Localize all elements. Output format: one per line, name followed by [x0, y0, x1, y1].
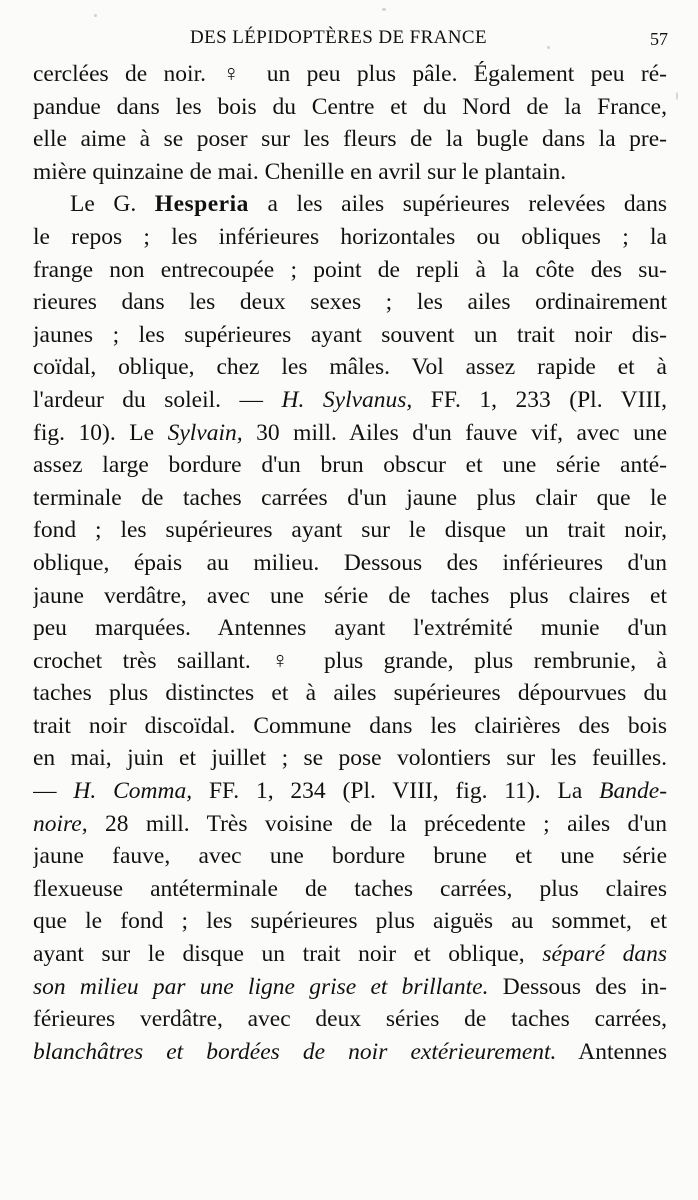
text-line: assez large bordure d'un brun obscur et une série anté-: [33, 452, 667, 479]
text-line: jaune verdâtre, avec une série de taches plus claires et: [33, 582, 667, 609]
text-line: mière quinzaine de mai. Chenille en avril sur le plantain.: [33, 158, 567, 185]
common-name: Sylvain,: [167, 419, 243, 446]
text-line: jaunes ; les supérieures ayant souvent un trait noir dis-: [33, 321, 667, 348]
text-line: rieures dans les deux sexes ; les ailes ordinairement: [33, 289, 667, 316]
text-line: pandue dans les bois du Centre et du Nord de la France,: [33, 93, 667, 120]
italic-phrase: son milieu par une ligne grise et brillante.: [33, 973, 489, 1000]
species-name: H. Comma,: [73, 778, 193, 805]
body-text: [33, 58, 667, 1068]
text-line: trait noir discoïdal. Commune dans les clairières des bois: [33, 712, 667, 739]
paper-speck: [547, 46, 550, 49]
text-line: terminale de taches carrées d'un jaune plus clair que le: [33, 484, 667, 511]
text-line: le repos ; les inférieures horizontales ou obliques ; la: [33, 223, 667, 250]
common-name: Bande-: [599, 778, 667, 805]
text-line: en mai, juin et juillet ; se pose volontiers sur les feuilles.: [33, 745, 667, 772]
paper-speck: [382, 8, 386, 11]
text-line: — H. Comma, FF. 1, 234 (Pl. VIII, fig. 11). La Bande-: [33, 778, 667, 805]
page-number: 57: [650, 29, 668, 49]
text-line: oblique, épais au milieu. Dessous des inférieures d'un: [33, 549, 667, 576]
text-line: son milieu par une ligne grise et brillante. Dessous des in-: [33, 973, 667, 1000]
species-name: H. Sylvanus,: [281, 386, 413, 413]
paper-speck: [94, 14, 97, 17]
text-line: coïdal, oblique, chez les mâles. Vol assez rapide et à: [33, 354, 667, 381]
text-line: ayant sur le disque un trait noir et oblique, séparé dans: [33, 941, 667, 968]
text-line: fond ; les supérieures ayant sur le disque un trait noir,: [33, 517, 667, 544]
running-head-title: DES LÉPIDOPTÈRES DE FRANCE: [190, 27, 488, 48]
text-line: peu marquées. Antennes ayant l'extrémité munie d'un: [33, 615, 667, 642]
genus-name: Hesperia: [154, 191, 249, 218]
text-line: blanchâtres et bordées de noir extérieurement. Antennes: [33, 1038, 667, 1065]
text-line: taches plus distinctes et à ailes supérieures dépourvues du: [33, 680, 667, 707]
text-line: crochet très saillant. ♀ plus grande, plus rembrunie, à: [33, 647, 667, 674]
italic-phrase: blanchâtres et bordées de noir extérieurement.: [33, 1038, 557, 1065]
common-name: noire,: [33, 810, 88, 837]
text-line: noire, 28 mill. Très voisine de la précedente ; ailes d'un: [33, 810, 667, 837]
text-line: elle aime à se poser sur les fleurs de la bugle dans la pre-: [33, 126, 667, 153]
paragraph-start-line: Le G. Hesperia a les ailes supérieures relevées dans: [70, 191, 667, 218]
text-line: frange non entrecoupée ; point de repli à la côte des su-: [33, 256, 667, 283]
text-line: flexueuse antéterminale de taches carrées, plus claires: [33, 875, 667, 902]
text-line: férieures verdâtre, avec deux séries de taches carrées,: [33, 1006, 667, 1033]
paper-speck: [676, 92, 678, 100]
italic-phrase: séparé dans: [542, 941, 667, 968]
running-head: [0, 27, 698, 53]
text-line: jaune fauve, avec une bordure brune et une série: [33, 843, 667, 870]
text-line: fig. 10). Le Sylvain, 30 mill. Ailes d'un fauve vif, avec une: [33, 419, 667, 446]
text-line: l'ardeur du soleil. — H. Sylvanus, FF. 1, 233 (Pl. VIII,: [33, 386, 667, 413]
text-line: que le fond ; les supérieures plus aiguës au sommet, et: [33, 908, 667, 935]
text-line: cerclées de noir. ♀ un peu plus pâle. Également peu ré-: [33, 61, 667, 87]
